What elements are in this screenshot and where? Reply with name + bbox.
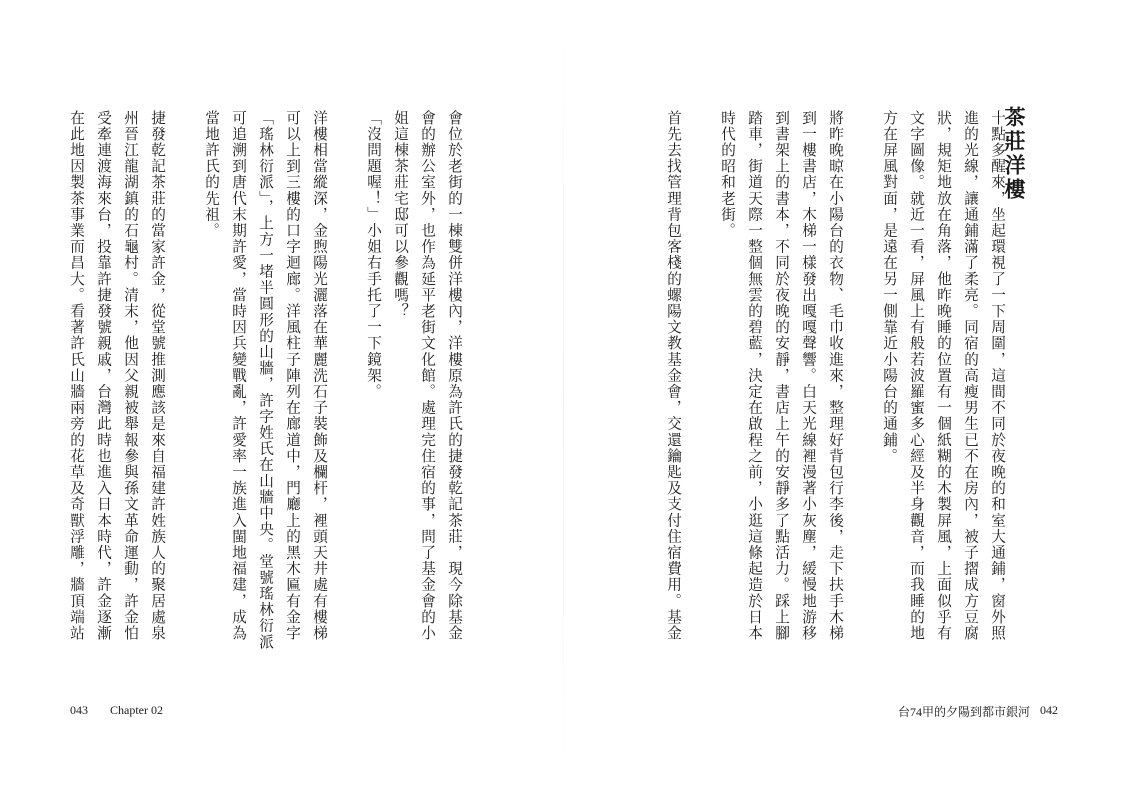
left-paragraph-2 — [360, 110, 387, 400]
chapter-title: 茶莊洋樓 — [1002, 106, 1027, 202]
text-line: 當地許氏的先祖。 — [203, 110, 220, 239]
text-line: 方在屏風對面，是遠在另一側靠近小陽台的通鋪。 — [881, 110, 898, 465]
text-line: 受牽連渡海來台，投靠許捷發號親戚，台灣此時也進入日本時代，許金逐漸 — [95, 110, 112, 642]
text-line: 可以上到三樓的口字迴廊。洋風柱子陣列在廊道中，門廳上的黑木匾有金字 — [284, 110, 301, 642]
text-line: 踏車，街道天際一整個無雲的碧藍，決定在啟程之前，小逛這條起造於日本 — [746, 110, 763, 642]
left-running-header: Chapter 02 — [110, 703, 163, 717]
left-paragraph-4 — [63, 110, 171, 641]
right-paragraph-2 — [714, 110, 849, 641]
text-line: 十點多醒來，坐起環視了一下周圍，這間不同於夜晚的和室大通鋪，窗外照 — [989, 110, 1006, 642]
text-line: 姐這棟茶莊宅邸可以參觀嗎？ — [392, 110, 409, 320]
left-page-number: 043 — [70, 703, 88, 717]
text-line: 文字圖像。就近一看，屏風上有般若波羅蜜多心經及半身觀音，而我睡的地 — [908, 110, 925, 642]
left-paragraph-1 — [387, 110, 468, 641]
text-line: 進的光線，讓通鋪滿了柔亮。同宿的高瘦男生已不在房內，被子摺成方豆腐 — [962, 110, 979, 642]
text-line: 在此地因製茶事業而昌大。看著許氏山牆兩旁的花草及奇獸浮雕，牆頂端站 — [68, 110, 85, 642]
text-line: 時代的昭和老街。 — [719, 110, 736, 239]
text-line: 洋樓相當縱深，金煦陽光灑落在華麗洗石子裝飾及欄杆，裡頭天井處有樓梯 — [311, 110, 328, 642]
text-line: 州晉江龍湖鎮的石龜村。清末，他因父親被舉報參與孫文革命運動，許金怕 — [122, 110, 139, 642]
text-line: 會的辦公室外，也作為延平老街文化館。處理完住宿的事，問了基金會的小 — [419, 110, 436, 642]
text-line: 到書架上的書本，不同於夜晚的安靜，書店上午的安靜多了點活力。踩上腳 — [773, 110, 790, 642]
book-spine — [563, 0, 564, 800]
text-line: 狀，規矩地放在角落，他昨晚睡的位置有一個紙糊的木製屏風，上面似乎有 — [935, 110, 952, 642]
right-page-number: 042 — [1040, 703, 1058, 717]
right-paragraph-3 — [660, 110, 687, 641]
right-running-header: 台74甲的夕陽到都市銀河 — [898, 705, 1031, 719]
text-line: 捷發乾記茶莊的當家許金，從堂號推測應該是來自福建許姓族人的聚居處泉 — [149, 110, 166, 642]
text-line: 「沒問題喔！」小姐右手托了一下鏡架。 — [365, 110, 382, 400]
right-paragraph-1 — [876, 110, 1011, 641]
text-line: 首先去找管理背包客棧的螺陽文教基金會，交還鑰匙及支付住宿費用。基金 — [665, 110, 682, 642]
text-line: 可追溯到唐代末期許愛，當時因兵變戰亂，許愛率一族進入閩地福建，成為 — [230, 110, 247, 642]
text-line: 到一樓書店，木梯一樣發出嘎嘎聲響。白天光線裡漫著小灰塵，緩慢地游移 — [800, 110, 817, 642]
left-paragraph-3 — [198, 110, 333, 650]
text-line: 會位於老街的一棟雙併洋樓內，洋樓原為許氏的捷發乾記茶莊，現今除基金 — [446, 110, 463, 642]
text-line: 將昨晚晾在小陽台的衣物、毛巾收進來，整理好背包行李後，走下扶手木梯 — [827, 110, 844, 642]
text-line: 「瑤林衍派」，上方一堵半圓形的山牆，許字姓氏在山牆中央。堂號瑤林衍派 — [257, 110, 274, 651]
